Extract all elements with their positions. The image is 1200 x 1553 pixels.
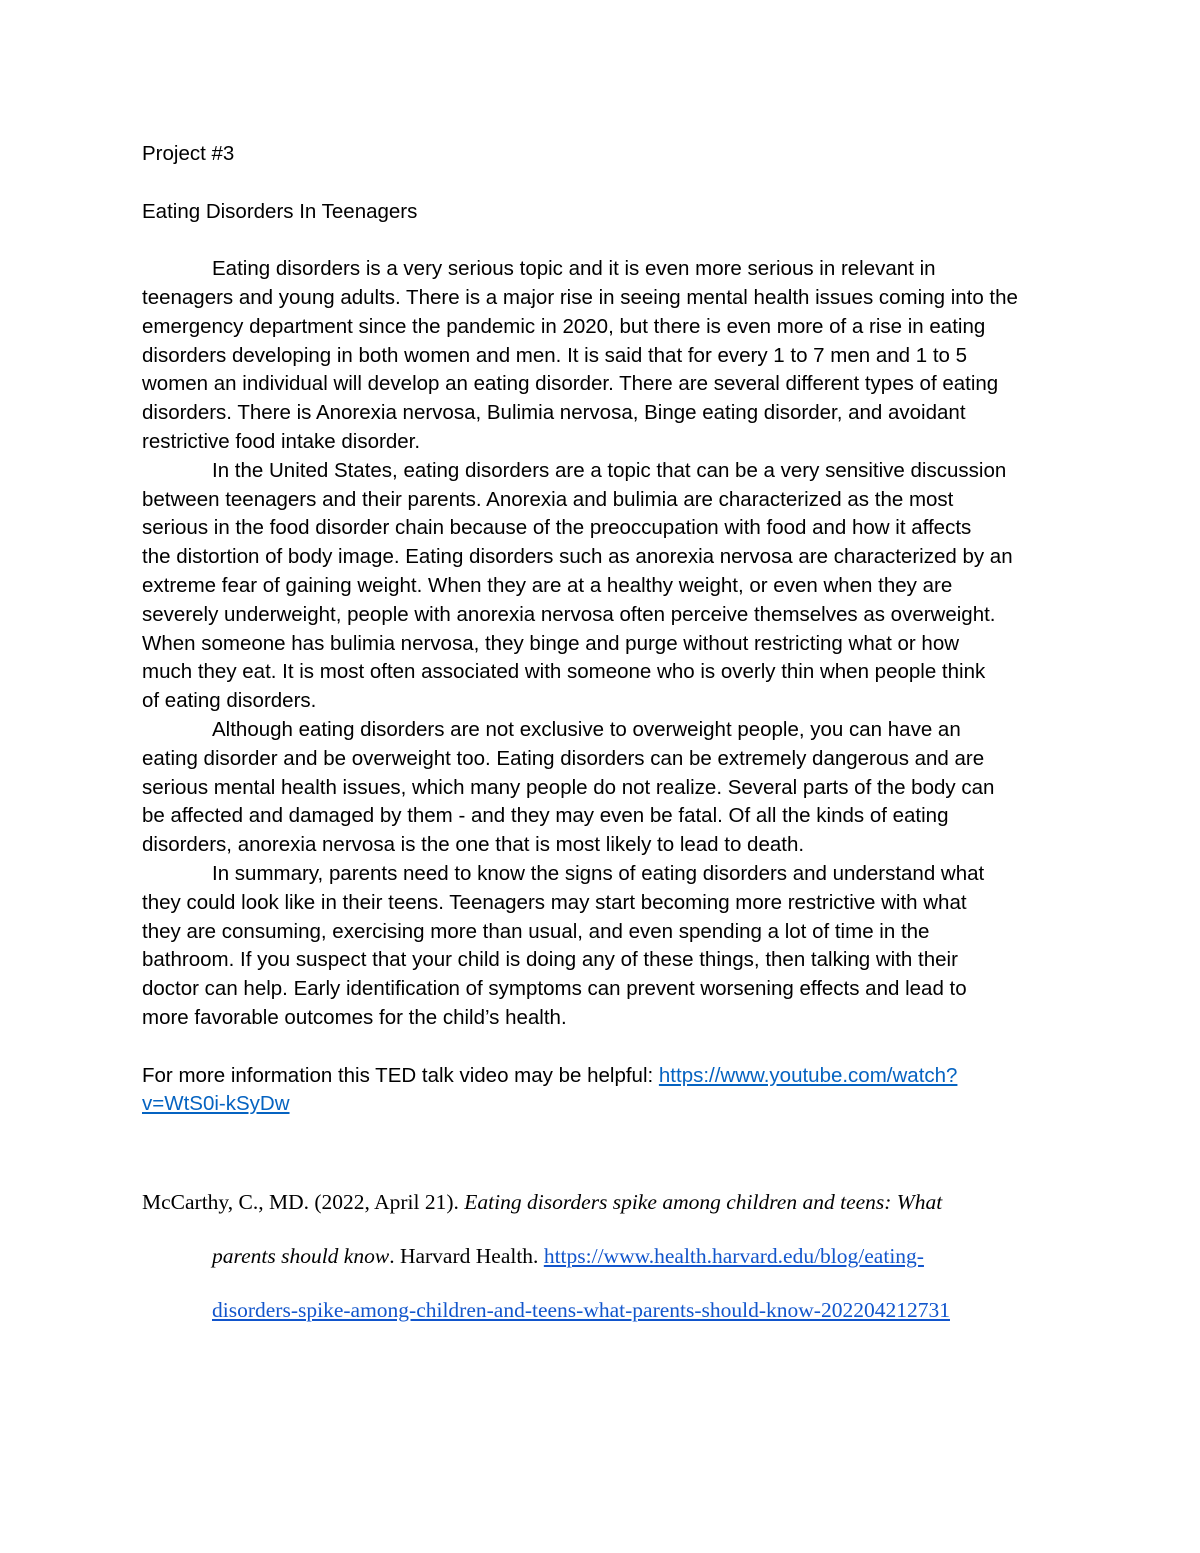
paragraph-line: In summary, parents need to know the signs of eating disorders and understand what [212, 861, 985, 885]
paragraph-line: they could look like in their teens. Teenagers may start becoming more restrictive with what [142, 890, 967, 914]
reference-line [142, 1283, 1062, 1337]
paragraph-line: Although eating disorders are not exclusive to overweight people, you can have an [212, 717, 961, 741]
paragraph-line: In the United States, eating disorders are a topic that can be a very sensitive discussion [212, 458, 1007, 482]
reference-title-continued: parents should know [212, 1244, 390, 1268]
more-info-intro: For more information this TED talk video may be helpful: [142, 1063, 659, 1087]
paragraph-line: of eating disorders. [142, 689, 317, 713]
ted-talk-link[interactable]: https://www.youtube.com/watch? [658, 1063, 958, 1087]
paragraph-line: between teenagers and their parents. Anorexia and bulimia are characterized as the most [142, 487, 954, 511]
paragraph-line: they are consuming, exercising more than usual, and even spending a lot of time in the [142, 919, 930, 943]
reference-line [142, 1175, 1062, 1229]
ted-talk-link-continued[interactable]: v=WtS0i-kSyDw [142, 1092, 290, 1116]
paragraph-line: emergency department since the pandemic in 2020, but there is even more of a rise in eating [142, 314, 986, 338]
paragraph-line: be affected and damaged by them - and they may even be fatal. Of all the kinds of eating [142, 804, 949, 828]
paragraph-line: women an individual will develop an eating disorder. There are several different types of eating [142, 372, 999, 396]
reference-url-link-continued[interactable]: disorders-spike-among-children-and-teens-what-parents-should-know-202204212731 [212, 1298, 950, 1322]
paragraph-line: disorders developing in both women and men. It is said that for every 1 to 7 men and 1 to 5 [142, 343, 968, 367]
paragraph-line: doctor can help. Early identification of symptoms can prevent worsening effects and lead to [142, 977, 967, 1001]
paragraph-4 [142, 860, 1062, 1033]
paragraph-line: teenagers and young adults. There is a major rise in seeing mental health issues coming into the [142, 285, 1018, 309]
paragraph-line: When someone has bulimia nervosa, they binge and purge without restricting what or how [142, 631, 960, 655]
paragraph-line: bathroom. If you suspect that your child is doing any of these things, then talking with their [142, 948, 958, 972]
paragraph-line: severely underweight, people with anorexia nervosa often perceive themselves as overweight. [142, 602, 996, 626]
more-info [142, 1062, 1062, 1120]
reference-url-link[interactable]: https://www.health.harvard.edu/blog/eating- [543, 1244, 924, 1268]
more-info-line [142, 1062, 1062, 1091]
reference-title: Eating disorders spike among children and teens: What [464, 1190, 943, 1214]
paragraph-3 [142, 716, 1062, 860]
project-label: Project #3 [142, 142, 235, 165]
reference-authors: McCarthy, C., MD. (2022, April 21). [142, 1190, 465, 1214]
document-title: Eating Disorders In Teenagers [142, 199, 418, 223]
paragraph-line: the distortion of body image. Eating disorders such as anorexia nervosa are characterized by an [142, 545, 1013, 569]
paragraph-1 [142, 255, 1062, 457]
paragraph-line: disorders, anorexia nervosa is the one that is most likely to lead to death. [142, 833, 805, 857]
paragraph-line: serious mental health issues, which many people do not realize. Several parts of the body can [142, 775, 995, 799]
more-info-line [142, 1090, 1062, 1119]
spacer [142, 1033, 1062, 1062]
paragraph-line: extreme fear of gaining weight. When they are at a healthy weight, or even when they are [142, 573, 953, 597]
reference-entry [142, 1175, 1062, 1337]
paragraph-2 [142, 457, 1062, 716]
reference-line [142, 1229, 1062, 1283]
paragraph-line: Eating disorders is a very serious topic and it is even more serious in relevant in [212, 257, 936, 281]
paragraph-line: serious in the food disorder chain because of the preoccupation with food and how it affects [142, 516, 972, 540]
paragraph-line: restrictive food intake disorder. [142, 429, 421, 453]
document-body [142, 140, 1062, 1119]
paragraph-line: more favorable outcomes for the child’s health. [142, 1005, 567, 1029]
paragraph-line: disorders. There is Anorexia nervosa, Bulimia nervosa, Binge eating disorder, and avoidant [142, 401, 966, 425]
paragraph-line: much they eat. It is most often associated with someone who is overly thin when people think [142, 660, 986, 684]
reference-publisher: . Harvard Health. [389, 1244, 544, 1268]
paragraph-line: eating disorder and be overweight too. Eating disorders can be extremely dangerous and are [142, 746, 985, 770]
